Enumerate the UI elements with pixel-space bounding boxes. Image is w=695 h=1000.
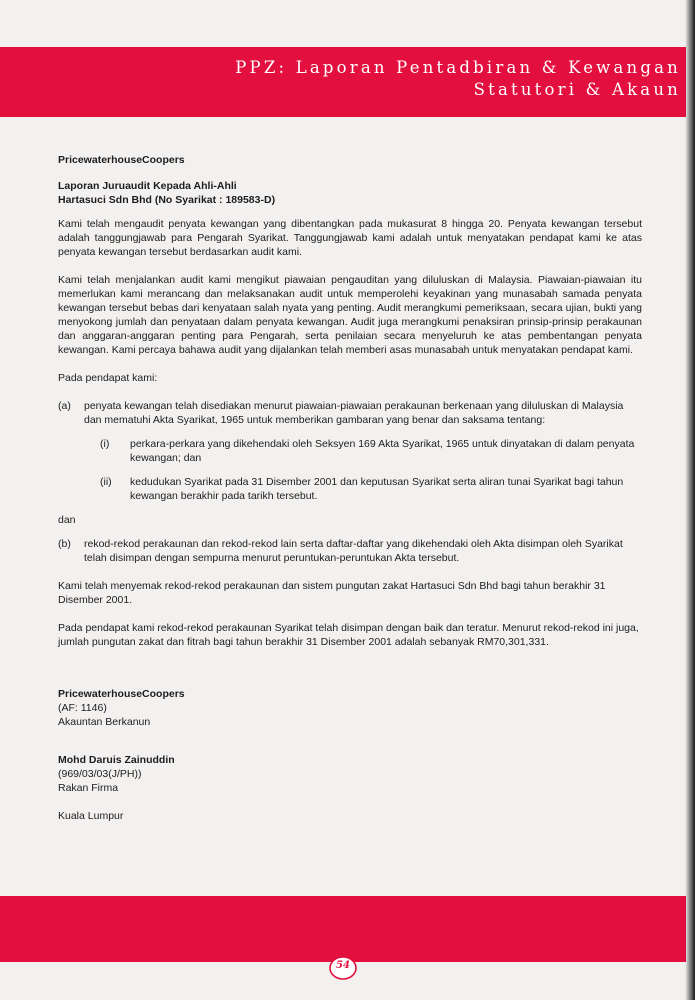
paragraph-4: Pada pendapat kami rekod-rekod perakaunan Syarikat telah disimpan dengan baik dan teratur. Menurut rekod-rekod ini juga, jumlah pungutan zakat dan fitrah bagi tahun berakhir 31 Disember 2001 adalah sebanyak RM70,301,331. bbox=[58, 622, 639, 648]
signature-firm: PricewaterhouseCoopers bbox=[58, 688, 185, 700]
report-body bbox=[58, 153, 642, 823]
item-a-label: (a) bbox=[58, 400, 71, 412]
signature-partner-role: Rakan Firma bbox=[58, 782, 119, 794]
signature-firm-role: Akauntan Berkanun bbox=[58, 716, 151, 728]
opinion-subitem-ii bbox=[100, 475, 642, 503]
signature-partner-name: Mohd Daruis Zainuddin bbox=[58, 754, 175, 766]
footer-band bbox=[0, 896, 686, 962]
item-b-text: rekod-rekod perakaunan dan rekod-rekod lain serta daftar-daftar yang dikehendaki oleh Akta disimpan oleh Syarikat telah disimpan dengan sempurna menurut peruntukan-peruntukan Akta tersebut. bbox=[84, 538, 623, 564]
report-title-line1: Laporan Juruaudit Kepada Ahli-Ahli bbox=[58, 180, 237, 192]
opinion-intro: Pada pendapat kami: bbox=[58, 372, 158, 384]
signature-partner-number: (969/03/03(J/PH)) bbox=[58, 768, 142, 780]
opinion-subitem-i bbox=[100, 437, 642, 465]
conjunction-dan: dan bbox=[58, 514, 76, 526]
item-a-text: penyata kewangan telah disediakan menurut piawaian-piawaian perakaunan berkenaan yang diluluskan di Malaysia dan mematuhi Akta Syarikat, 1965 untuk memberikan gambaran yang benar dan saksama tentang: bbox=[84, 400, 624, 426]
sub-ii-text: kedudukan Syarikat pada 31 Disember 2001 dan keputusan Syarikat serta aliran tunai Syarikat bagi tahun kewangan berakhir pada tarikh tersebut. bbox=[130, 476, 624, 502]
paragraph-3: Kami telah menyemak rekod-rekod perakaunan dan sistem pungutan zakat Hartasuci Sdn Bhd bagi tahun berakhir 31 Disember 2001. bbox=[58, 580, 606, 606]
opinion-item-b bbox=[58, 537, 642, 565]
sub-ii-label: (ii) bbox=[100, 476, 112, 488]
page-number: 54 bbox=[336, 960, 350, 971]
sub-i-label: (i) bbox=[100, 438, 110, 450]
item-b-label: (b) bbox=[58, 538, 71, 550]
signature-firm-number: (AF: 1146) bbox=[58, 702, 107, 714]
paragraph-2: Kami telah menjalankan audit kami mengikut piawaian pengauditan yang diluluskan di Malaysia. Piawaian-piawaian itu memerlukan kami merancang dan melaksanakan audit untuk memperolehi keyakinan yang munasabah samada penyata kewangan tersebut bebas dari kenyataan salah nyata yang penting. Audit merangkumi pemeriksaan, secara ujian, bukti yang menyokong jumlah dan penyataan dalam penyata kewangan. Audit juga merangkumi penaksiran prinsip-prinsip perakaunan dan anggaran-anggaran penting para Pengarah, serta penilaian secara menyeluruh ke atas pembentangan penyata kewangan. Kami percaya bahawa audit yang dijalankan telah memberi asas munasabah untuk menyatakan pendapat kami. bbox=[58, 274, 642, 356]
opinion-item-a bbox=[58, 399, 642, 427]
sub-i-text: perkara-perkara yang dikehendaki oleh Seksyen 169 Akta Syarikat, 1965 untuk dinyatakan di dalam penyata kewangan; dan bbox=[130, 438, 635, 464]
page-edge-shadow bbox=[685, 0, 695, 1000]
signature-place: Kuala Lumpur bbox=[58, 810, 124, 822]
report-title-line2: Hartasuci Sdn Bhd (No Syarikat : 189583-D) bbox=[58, 194, 276, 206]
header-title-line1: PPZ: Laporan Pentadbiran & Kewangan bbox=[235, 58, 681, 77]
firm-heading: PricewaterhouseCoopers bbox=[58, 154, 185, 166]
paragraph-1: Kami telah mengaudit penyata kewangan yang dibentangkan pada mukasurat 8 hingga 20. Penyata kewangan tersebut adalah tanggungjawab para Pengarah Syarikat. Tanggungjawab kami adalah untuk menyatakan pendapat kami ke atas penyata kewangan tersebut berdasarkan audit kami. bbox=[58, 218, 642, 258]
header-title-line2: Statutori & Akaun bbox=[473, 80, 681, 99]
